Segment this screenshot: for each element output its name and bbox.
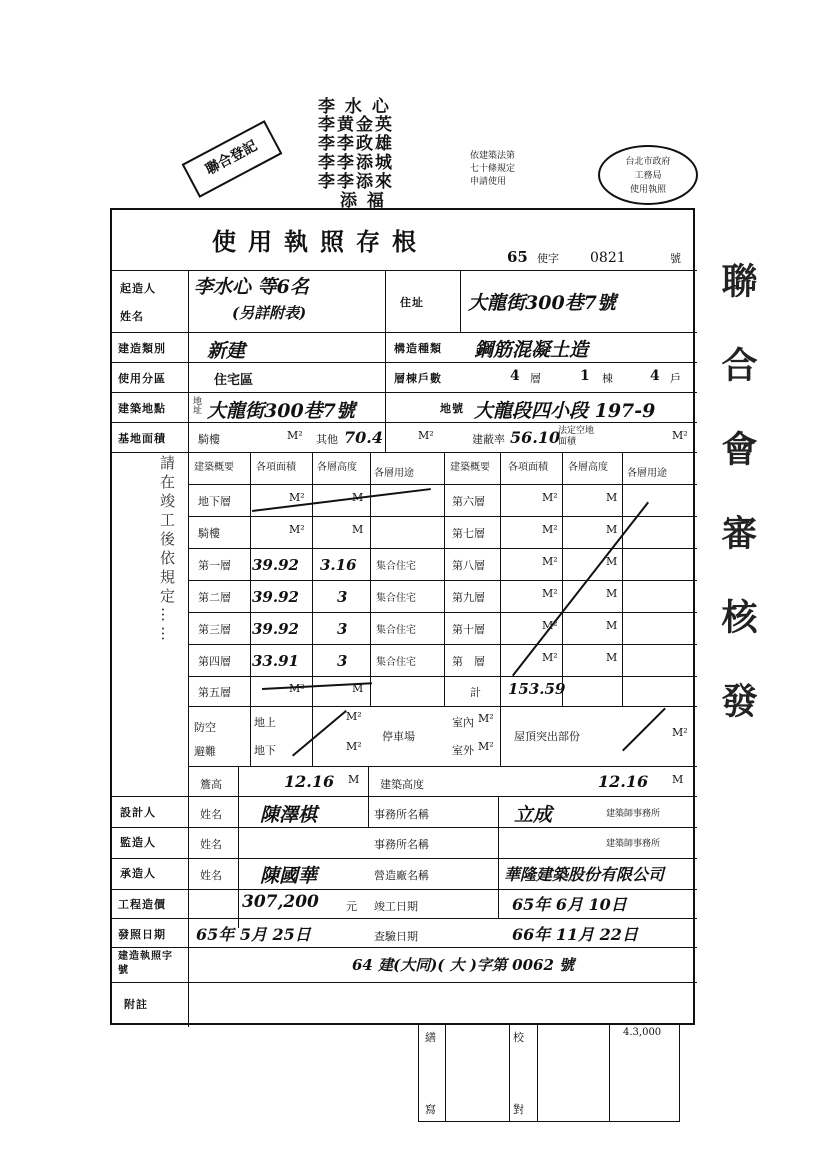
check-date-label: 查驗日期 — [374, 930, 418, 943]
bottom-label-check-1: 校 — [513, 1031, 524, 1044]
floor-label-b1: 地下層 — [198, 495, 231, 508]
roof-unit: M² — [672, 726, 688, 739]
floor-use-3: 集合住宅 — [376, 625, 416, 636]
floor-label-arcade: 騎樓 — [198, 527, 220, 540]
bottom-label-check-2: 對 — [513, 1103, 524, 1116]
owner-name-3: 李李政雄 — [318, 134, 394, 154]
law-stamp — [470, 150, 590, 205]
unit-m2-8: M² — [542, 555, 558, 568]
roof-label: 屋頂突出部份 — [514, 730, 580, 743]
lot-label: 地號 — [440, 402, 464, 415]
permit-number-end: 號 — [670, 252, 681, 265]
area-arcade-label: 騎樓 — [198, 433, 220, 446]
left-margin-notes: 請在竣工後依規定…… — [158, 455, 176, 645]
floor-area-3: 39.92 — [252, 620, 299, 638]
area-other-label: 其他 — [316, 433, 338, 446]
shelter-above-label: 地上 — [254, 716, 276, 729]
contractor-name-label: 姓名 — [200, 869, 222, 882]
floor-use-1: 集合住宅 — [376, 561, 416, 572]
parking-outdoor: 室外 — [452, 744, 474, 757]
parking-indoor-unit: M² — [478, 712, 494, 725]
floor-label-3: 第三層 — [198, 623, 231, 636]
designer-firm-label: 事務所名稱 — [374, 808, 429, 821]
open-space-unit: M² — [672, 429, 688, 442]
bottom-label-write-1: 繕 — [425, 1031, 436, 1044]
unit-m2-6: M² — [542, 491, 558, 504]
col-header-use-2: 各層用途 — [627, 468, 667, 479]
floor-label-8: 第八層 — [452, 559, 485, 572]
site-value: 大龍街300巷7號 — [207, 400, 355, 422]
floor-label-5: 第五層 — [198, 686, 231, 699]
floor-use-2: 集合住宅 — [376, 593, 416, 604]
right-edge-characters: 聯合會審核發 — [716, 262, 758, 766]
address-label: 住址 — [400, 296, 424, 309]
owner-name-1: 李 水 心 — [318, 97, 391, 117]
shelter-below-label: 地下 — [254, 744, 276, 757]
structure-label: 構造種類 — [394, 342, 442, 355]
floor-total-value: 153.59 — [508, 680, 566, 698]
supervisor-firm-label: 事務所名稱 — [374, 838, 429, 851]
designer-firm-suffix: 建築師事務所 — [606, 809, 661, 819]
unit-m-8: M — [606, 555, 618, 568]
contractor-value: 陳國華 — [260, 865, 318, 887]
unit-m2-arcade: M² — [289, 523, 305, 536]
supervisor-firm-suffix: 建築師事務所 — [606, 839, 661, 849]
unit-m-blank: M — [606, 651, 618, 664]
col-header-area: 各項面積 — [256, 462, 296, 473]
cost-unit: 元 — [346, 900, 357, 913]
completion-value: 65年 6月 10日 — [512, 895, 627, 914]
unit-m2-b1: M² — [289, 491, 305, 504]
bottom-print-count: 4.3,000 — [623, 1027, 662, 1038]
site-sub-label: 地址 — [191, 396, 201, 414]
shelter-label: 防空避難 — [194, 721, 216, 758]
unit-m-10: M — [606, 619, 618, 632]
area-unit-2: M² — [418, 429, 434, 442]
unit-m-arcade: M — [352, 523, 364, 536]
law-stamp-line: 申請使用 — [470, 177, 507, 187]
unit-m-6: M — [606, 491, 618, 504]
permit-number-label: 使字 — [537, 252, 559, 265]
floors-label: 層棟戶數 — [394, 372, 442, 385]
designer-firm-value: 立成 — [514, 804, 553, 826]
owner-sub: (另詳附表) — [232, 304, 307, 322]
build-permit-label: 建造執照字號 — [118, 951, 173, 976]
build-permit-value: 64 建(大同)( 大 )字第 0062 號 — [352, 956, 575, 974]
floor-height-4: 3 — [337, 652, 348, 670]
cost-label: 工程造價 — [118, 898, 166, 911]
parking-outdoor-unit: M² — [478, 740, 494, 753]
floor-total-label: 計 — [470, 686, 481, 699]
floor-label-10: 第十層 — [452, 623, 485, 636]
lot-value: 大龍段四小段 197-9 — [474, 400, 656, 422]
use-zone-value: 住宅區 — [214, 373, 254, 388]
law-stamp-line: 依建築法第 — [470, 151, 516, 161]
use-zone-label: 使用分區 — [118, 372, 166, 385]
floors-unit-a: 層 — [530, 372, 541, 385]
unit-m2-7: M² — [542, 523, 558, 536]
floor-height-3: 3 — [337, 620, 348, 638]
floor-area-1: 39.92 — [252, 556, 299, 574]
bottom-stamp-box — [418, 1024, 680, 1122]
col-header-height-2: 各層高度 — [568, 462, 608, 473]
floors-unit-c: 戶 — [670, 372, 681, 385]
coverage-label: 建蔽率 — [472, 433, 505, 446]
bottom-label-write-2: 寫 — [425, 1103, 436, 1116]
eave-height-label: 簷高 — [200, 778, 222, 791]
eave-height-unit: M — [348, 773, 360, 786]
oval-stamp-line: 工務局 — [634, 171, 662, 181]
owner-name-4: 李李添城 — [318, 153, 394, 173]
floor-label-6: 第六層 — [452, 495, 485, 508]
owner-label: 起造人 — [120, 282, 156, 295]
parking-indoor: 室內 — [452, 716, 474, 729]
contractor-label: 承造人 — [120, 867, 156, 880]
coverage-value: 56.10 — [510, 428, 561, 447]
name-label: 姓名 — [120, 310, 144, 323]
area-other-value: 70.4 — [344, 428, 383, 447]
area-unit-1: M² — [287, 429, 303, 442]
floor-label-blank: 第 層 — [452, 655, 485, 668]
right-edge-text — [712, 262, 812, 962]
cost-value: 307,200 — [242, 892, 319, 912]
floor-area-4: 33.91 — [252, 652, 299, 670]
unit-m2-5: M² — [289, 682, 305, 695]
permit-number-prefix: 65 — [507, 248, 528, 266]
col-header-height: 各層高度 — [317, 462, 357, 473]
floor-height-1: 3.16 — [320, 556, 357, 574]
company-label: 營造廠名稱 — [374, 869, 429, 882]
registration-stamp: 聯合登記 — [182, 120, 283, 198]
oval-stamp-line: 台北市政府 — [625, 157, 671, 167]
check-date-value: 66年 11月 22日 — [512, 925, 638, 944]
unit-m-9: M — [606, 587, 618, 600]
unit-m-7: M — [606, 523, 618, 536]
unit-m2-10: M² — [542, 619, 558, 632]
completion-label: 竣工日期 — [374, 900, 418, 913]
floors-value-a: 4 — [510, 368, 520, 384]
floor-label-9: 第九層 — [452, 591, 485, 604]
parking-label: 停車場 — [382, 730, 415, 743]
building-height-value: 12.16 — [598, 772, 649, 791]
address-value: 大龍街300巷7號 — [468, 292, 616, 314]
floor-label-7: 第七層 — [452, 527, 485, 540]
unit-m-b1: M — [352, 491, 364, 504]
permit-number: 0821 — [590, 250, 626, 266]
owner-name-5: 李李添來 — [318, 172, 394, 192]
floors-value-b: 1 — [580, 368, 590, 384]
building-height-unit: M — [672, 773, 684, 786]
owner-name-2: 李黄金英 — [318, 115, 394, 135]
col-header-summary: 建築概要 — [194, 462, 234, 473]
owner-value: 李水心 等6名 — [194, 276, 309, 298]
floor-label-1: 第一層 — [198, 559, 231, 572]
building-type-label: 建造類別 — [118, 342, 166, 355]
designer-value: 陳澤棋 — [260, 804, 318, 826]
floor-label-2: 第二層 — [198, 591, 231, 604]
form-title: 使用執照存根 — [212, 227, 428, 256]
floor-label-4: 第四層 — [198, 655, 231, 668]
area-label: 基地面積 — [118, 432, 166, 445]
supervisor-label: 監造人 — [120, 836, 156, 849]
unit-m2-9: M² — [542, 587, 558, 600]
designer-label: 設計人 — [120, 806, 156, 819]
col-header-area-2: 各項面積 — [508, 462, 548, 473]
building-type-value: 新建 — [207, 340, 246, 362]
eave-height-value: 12.16 — [284, 772, 335, 791]
issue-date-value: 65年 5月 25日 — [196, 925, 311, 944]
issue-date-label: 發照日期 — [118, 928, 166, 941]
usage-permit-form — [110, 208, 695, 1025]
designer-name-label: 姓名 — [200, 808, 222, 821]
shelter-above-unit: M² — [346, 710, 362, 723]
floor-area-2: 39.92 — [252, 588, 299, 606]
supervisor-name-label: 姓名 — [200, 838, 222, 851]
floors-value-c: 4 — [650, 368, 660, 384]
building-height-label: 建築高度 — [380, 778, 424, 791]
owner-name-6: 添 福 — [340, 191, 386, 211]
government-oval-stamp — [598, 145, 698, 205]
site-label: 建築地點 — [118, 402, 166, 415]
unit-m-5: M — [352, 682, 364, 695]
shelter-below-unit: M² — [346, 740, 362, 753]
law-stamp-line: 七十條規定 — [470, 164, 516, 174]
remarks-label: 附註 — [124, 998, 148, 1011]
oval-stamp-line: 使用執照 — [629, 185, 666, 195]
open-space-label: 法定空地面積 — [558, 426, 595, 447]
unit-m2-blank: M² — [542, 651, 558, 664]
structure-value: 鋼筋混凝土造 — [474, 339, 589, 361]
floors-unit-b: 棟 — [602, 372, 613, 385]
col-header-use: 各層用途 — [374, 468, 414, 479]
floor-height-2: 3 — [337, 588, 348, 606]
company-value: 華隆建築股份有限公司 — [504, 865, 665, 884]
col-header-summary-2: 建築概要 — [450, 462, 490, 473]
floor-use-4: 集合住宅 — [376, 657, 416, 668]
